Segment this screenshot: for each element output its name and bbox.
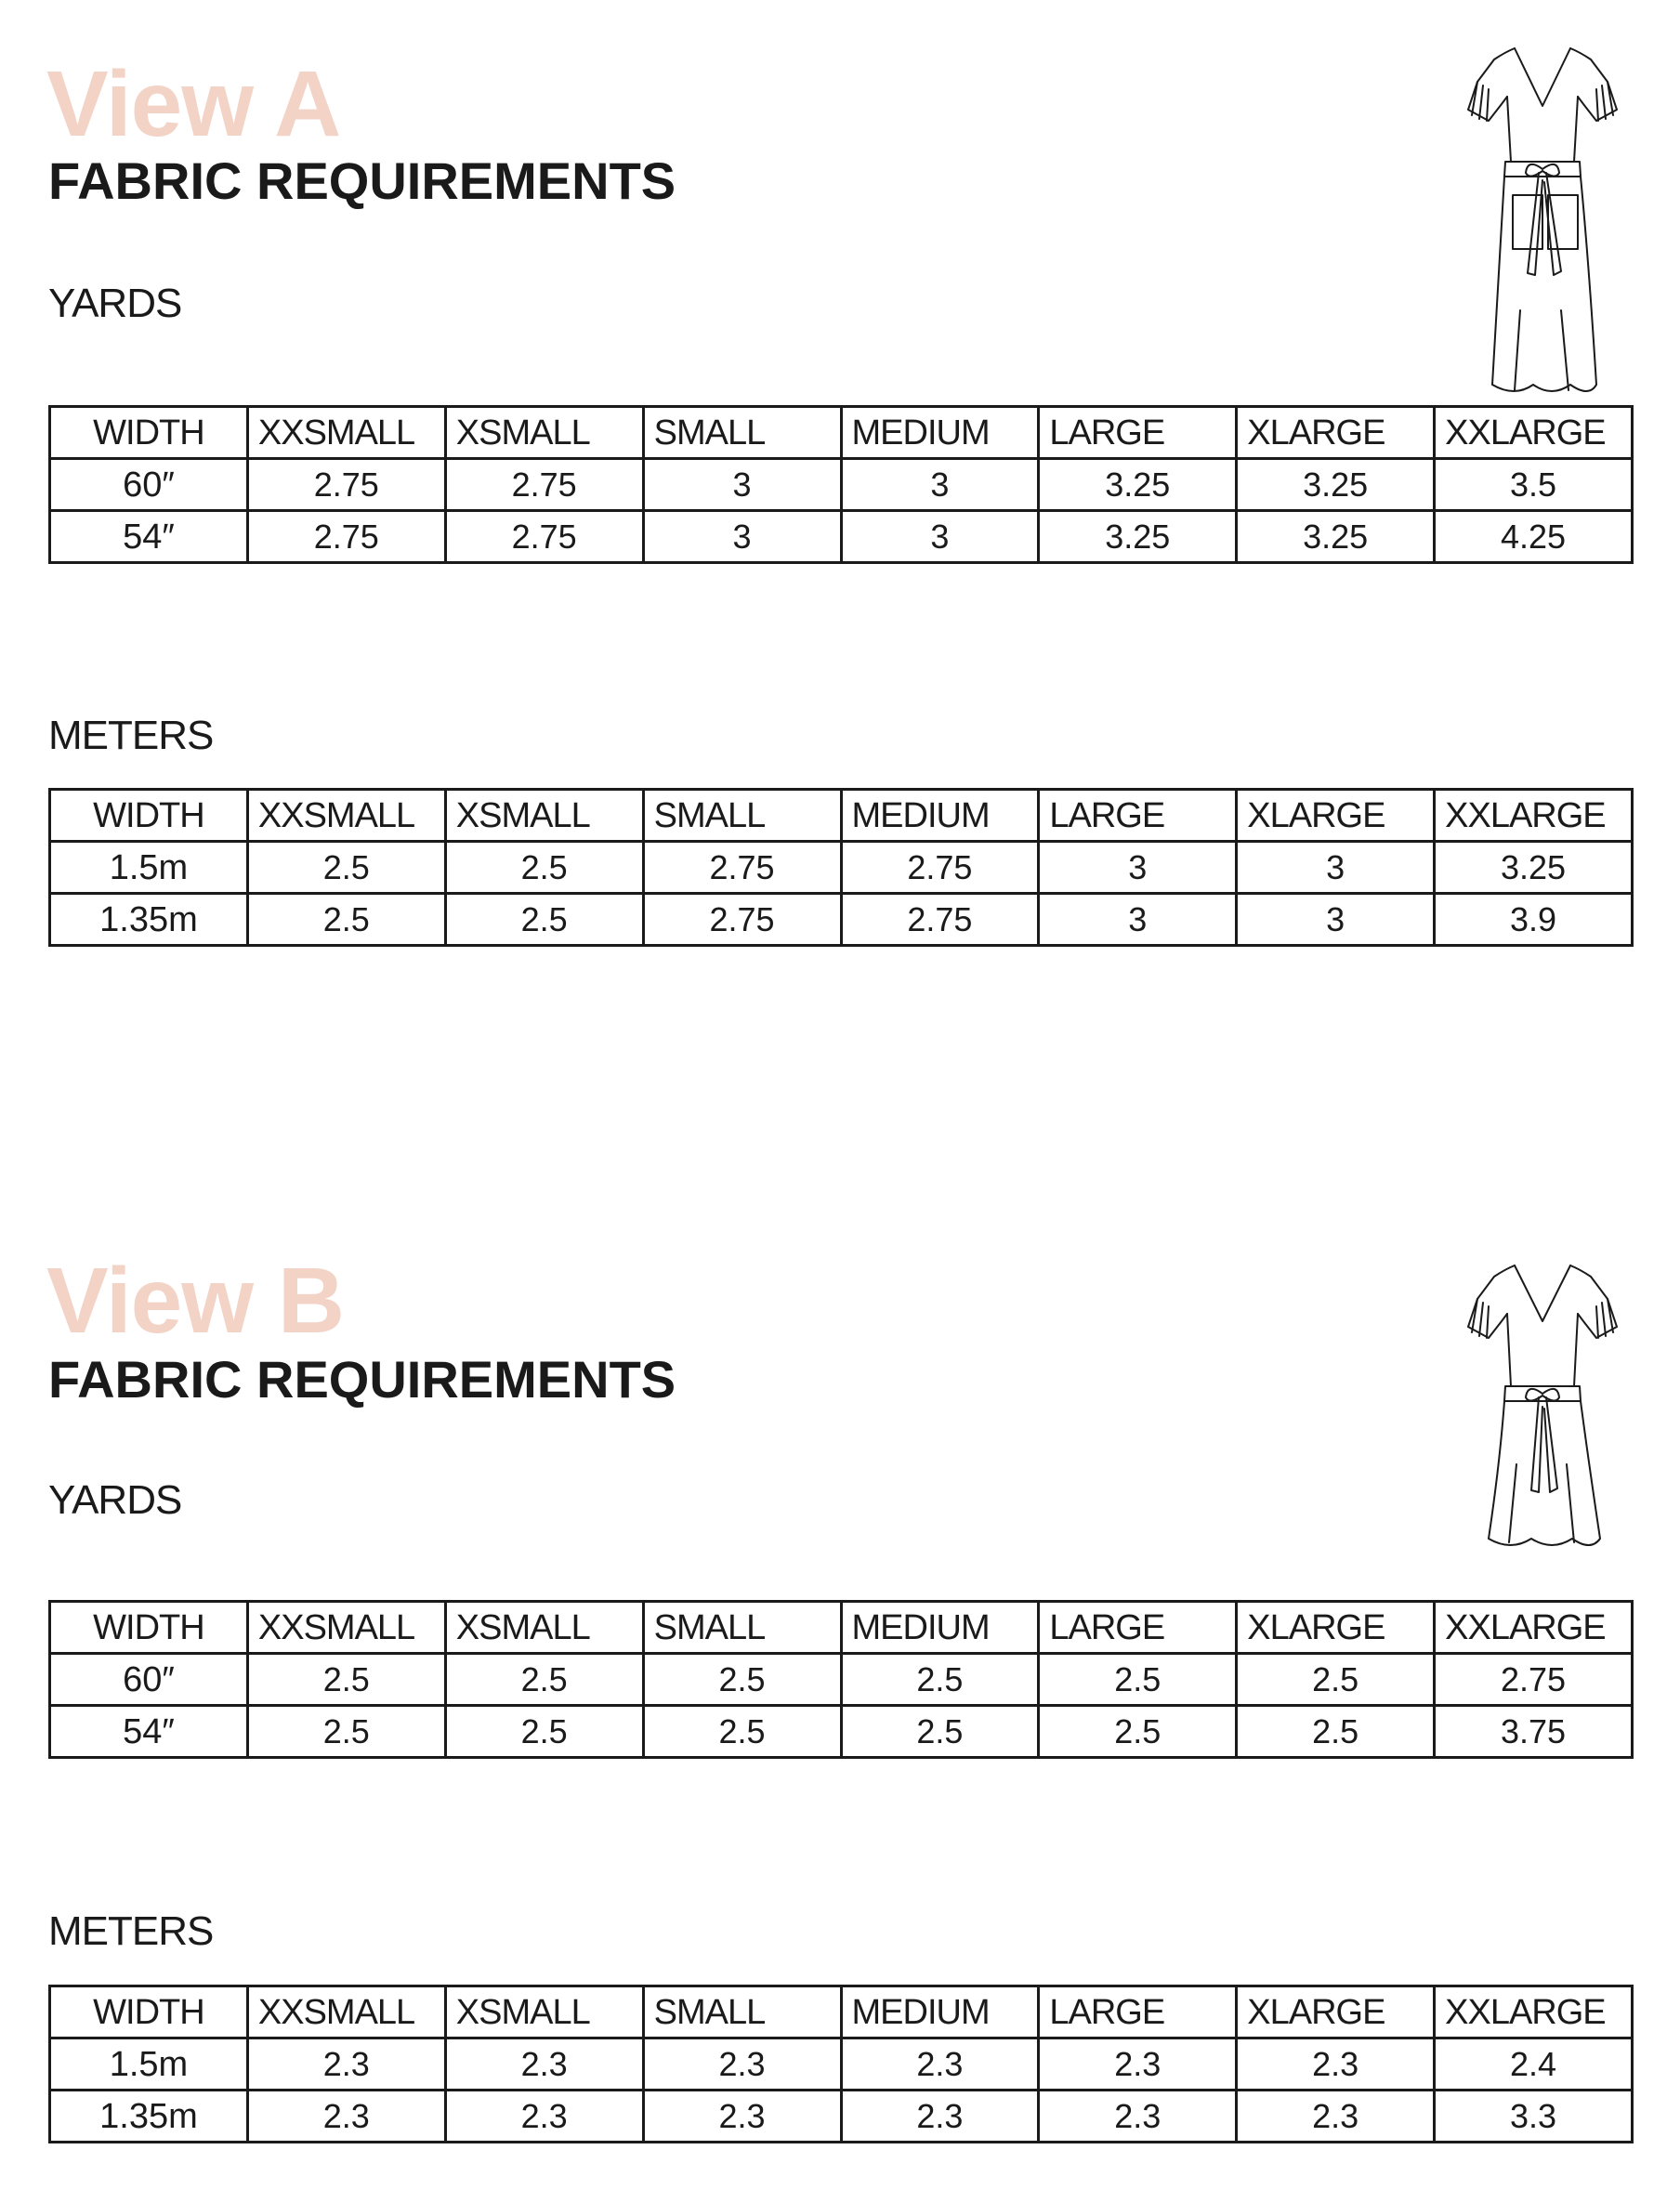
header-large: LARGE [1039,1986,1237,2038]
header-xxsmall: XXSMALL [247,1986,445,2038]
table-cell: 3 [1237,842,1435,894]
table-row [50,2091,1633,2143]
table-cell: 3 [643,511,841,563]
table-row [50,2038,1633,2091]
view-b-meters-label: METERS [48,1908,214,1954]
table-cell: 2.5 [247,1706,445,1758]
table-cell: 2.75 [643,842,841,894]
header-width: WIDTH [50,790,248,842]
header-xlarge: XLARGE [1237,1602,1435,1654]
table-cell: 2.5 [643,1706,841,1758]
header-small: SMALL [643,407,841,459]
table-cell: 3.25 [1237,459,1435,511]
view-a-yards-label: YARDS [48,281,182,326]
table-cell: 2.5 [247,1654,445,1706]
table-cell: 2.5 [1039,1706,1237,1758]
table-cell: 2.3 [1237,2038,1435,2091]
table-cell: 2.5 [1237,1654,1435,1706]
table-cell: 2.5 [445,894,643,946]
view-b-section [0,1208,1680,2189]
table-cell: 2.3 [1237,2091,1435,2143]
header-xsmall: XSMALL [445,1986,643,2038]
table-cell: 3 [643,459,841,511]
table-cell: 3.75 [1435,1706,1633,1758]
table-cell: 2.5 [445,842,643,894]
table-cell: 3.25 [1039,511,1237,563]
header-xxsmall: XXSMALL [247,407,445,459]
table-row [50,459,1633,511]
table-header-row [50,790,1633,842]
view-b-yards-label: YARDS [48,1477,182,1523]
header-small: SMALL [643,1602,841,1654]
header-width: WIDTH [50,407,248,459]
table-cell: 2.3 [1039,2038,1237,2091]
table-cell: 2.3 [445,2091,643,2143]
row-width-cell: 60″ [50,1654,248,1706]
table-cell: 3.5 [1435,459,1633,511]
table-cell: 2.5 [1237,1706,1435,1758]
header-large: LARGE [1039,790,1237,842]
header-xxlarge: XXLARGE [1435,1602,1633,1654]
dress-long-icon [1450,32,1635,403]
table-cell: 2.75 [247,511,445,563]
header-small: SMALL [643,1986,841,2038]
table-cell: 2.3 [247,2038,445,2091]
header-xlarge: XLARGE [1237,407,1435,459]
header-xxsmall: XXSMALL [247,1602,445,1654]
view-b-meters-table [48,1985,1634,2143]
view-b-title: View B [46,1249,345,1353]
table-header-row [50,407,1633,459]
table-cell: 3 [1237,894,1435,946]
table-row [50,1706,1633,1758]
table-cell: 3 [841,511,1039,563]
view-a-fabric-requirements-heading: FABRIC REQUIREMENTS [48,151,676,210]
table-cell: 3.25 [1039,459,1237,511]
table-cell: 2.75 [643,894,841,946]
row-width-cell: 54″ [50,511,248,563]
header-xsmall: XSMALL [445,407,643,459]
table-cell: 2.3 [445,2038,643,2091]
table-row [50,894,1633,946]
table-row [50,511,1633,563]
table-cell: 2.75 [1435,1654,1633,1706]
row-width-cell: 1.35m [50,2091,248,2143]
view-a-yards-table [48,405,1634,564]
row-width-cell: 54″ [50,1706,248,1758]
row-width-cell: 1.5m [50,842,248,894]
view-b-fabric-requirements-heading: FABRIC REQUIREMENTS [48,1350,676,1409]
header-width: WIDTH [50,1986,248,2038]
table-cell: 2.3 [643,2091,841,2143]
header-medium: MEDIUM [841,1602,1039,1654]
header-medium: MEDIUM [841,790,1039,842]
row-width-cell: 1.35m [50,894,248,946]
table-cell: 2.3 [1039,2091,1237,2143]
header-xxsmall: XXSMALL [247,790,445,842]
table-cell: 3.25 [1237,511,1435,563]
table-cell: 2.5 [841,1706,1039,1758]
row-width-cell: 1.5m [50,2038,248,2091]
table-cell: 3 [841,459,1039,511]
table-cell: 2.5 [841,1654,1039,1706]
table-cell: 2.75 [841,894,1039,946]
table-header-row [50,1602,1633,1654]
table-header-row [50,1986,1633,2038]
table-cell: 2.5 [643,1654,841,1706]
table-row [50,1654,1633,1706]
table-cell: 2.3 [247,2091,445,2143]
dress-short-icon [1450,1260,1635,1557]
view-a-title: View A [46,52,341,156]
header-xxlarge: XXLARGE [1435,1986,1633,2038]
header-small: SMALL [643,790,841,842]
table-cell: 3 [1039,894,1237,946]
table-cell: 2.75 [247,459,445,511]
table-cell: 2.75 [445,511,643,563]
header-medium: MEDIUM [841,1986,1039,2038]
table-cell: 2.5 [1039,1654,1237,1706]
header-large: LARGE [1039,407,1237,459]
header-large: LARGE [1039,1602,1237,1654]
header-xlarge: XLARGE [1237,1986,1435,2038]
table-cell: 2.3 [643,2038,841,2091]
table-cell: 2.5 [247,842,445,894]
table-cell: 2.4 [1435,2038,1633,2091]
table-cell: 2.3 [841,2038,1039,2091]
header-xsmall: XSMALL [445,1602,643,1654]
table-cell: 3.9 [1435,894,1633,946]
table-cell: 2.3 [841,2091,1039,2143]
header-medium: MEDIUM [841,407,1039,459]
view-a-meters-label: METERS [48,713,214,758]
view-b-yards-table [48,1600,1634,1759]
header-xxlarge: XXLARGE [1435,790,1633,842]
header-width: WIDTH [50,1602,248,1654]
table-cell: 3.25 [1435,842,1633,894]
view-a-meters-table [48,788,1634,947]
table-row [50,842,1633,894]
table-cell: 2.5 [445,1654,643,1706]
table-cell: 2.75 [445,459,643,511]
table-cell: 2.5 [247,894,445,946]
header-xlarge: XLARGE [1237,790,1435,842]
row-width-cell: 60″ [50,459,248,511]
header-xxlarge: XXLARGE [1435,407,1633,459]
header-xsmall: XSMALL [445,790,643,842]
table-cell: 3 [1039,842,1237,894]
table-cell: 4.25 [1435,511,1633,563]
table-cell: 2.5 [445,1706,643,1758]
table-cell: 3.3 [1435,2091,1633,2143]
table-cell: 2.75 [841,842,1039,894]
